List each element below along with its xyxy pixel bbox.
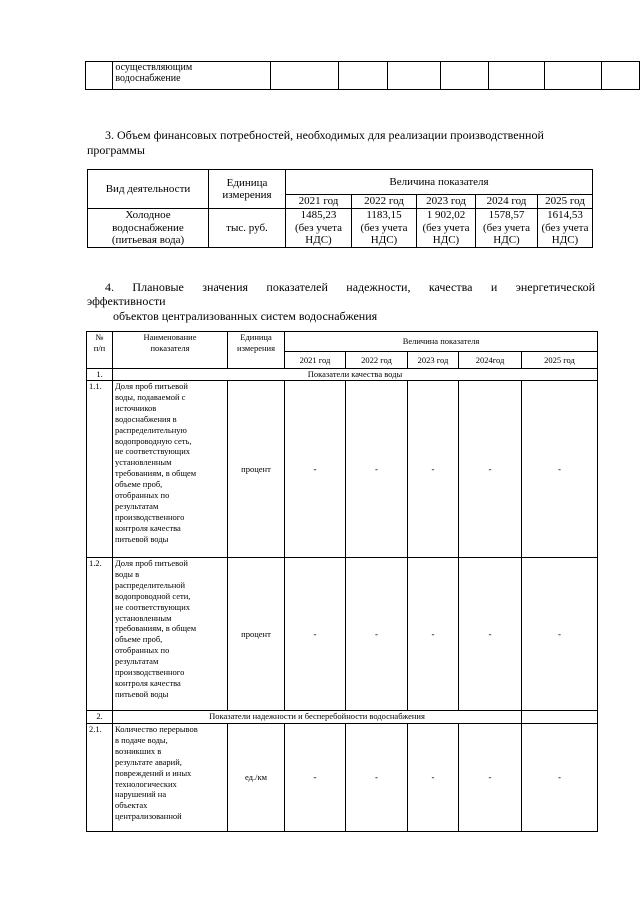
section4-title-line1: 4. Плановые значения показателей надежности, качества и энергетической — [105, 280, 595, 294]
value-cell: - — [408, 558, 459, 711]
value-note-line2: НДС) — [493, 234, 520, 246]
empty-cell — [601, 62, 639, 90]
value-cell: - — [346, 381, 408, 558]
fragment-text-line2: водоснабжение — [115, 73, 181, 84]
value-note-line1: (без учета — [422, 221, 470, 234]
table-cell — [113, 62, 271, 90]
value-note-line2: НДС) — [305, 234, 332, 246]
header-num — [87, 332, 113, 369]
value-cell: - — [459, 381, 522, 558]
empty-cell — [522, 711, 598, 724]
section3-title-line1: 3. Объем финансовых потребностей, необходимых для реализации производственной — [105, 128, 544, 142]
empty-cell — [388, 62, 441, 90]
section4-title-line3: объектов централизованных систем водоснабжения — [113, 309, 378, 323]
value-amount: 1 902,02 — [426, 209, 466, 221]
header-name — [113, 332, 228, 369]
year-2025: 2025 год — [538, 195, 593, 209]
value-2024 — [476, 209, 538, 248]
value-2022 — [352, 209, 417, 248]
value-amount: 1578,57 — [488, 209, 525, 221]
value-cell: - — [408, 724, 459, 832]
header-value: Величина показателя — [285, 332, 598, 352]
indicator-name: Количество перерывов в подаче воды, возникших в результате аварий, повреждений и иных технологических нарушений на объектах централизованной — [113, 724, 228, 832]
value-2021 — [286, 209, 352, 248]
value-note-line2: НДС) — [370, 234, 398, 246]
group-num: 1. — [87, 369, 113, 381]
empty-cell — [339, 62, 388, 90]
header-num-line2: п/п — [93, 342, 106, 353]
value-cell: - — [522, 724, 598, 832]
financial-needs-table — [87, 169, 593, 248]
section4-title-line2: эффективности — [87, 294, 166, 308]
row-num: 2.1. — [87, 724, 113, 832]
value-note-line1: (без учета — [295, 221, 342, 234]
year-2022: 2022 год — [346, 352, 408, 369]
year-2021: 2021 год — [286, 195, 352, 209]
value-amount: 1183,15 — [366, 209, 402, 221]
empty-cell — [440, 62, 488, 90]
value-2023 — [417, 209, 476, 248]
value-cell: - — [285, 381, 346, 558]
value-note-line2: НДС) — [432, 234, 460, 246]
year-2021: 2021 год — [285, 352, 346, 369]
unit-cell: процент — [228, 381, 285, 558]
year-2024: 2024год — [459, 352, 522, 369]
header-name-line1: Наименование — [143, 332, 197, 342]
value-cell: - — [459, 558, 522, 711]
group-title: Показатели качества воды — [113, 369, 598, 381]
indicator-name: Доля проб питьевой воды, подаваемой с источников водоснабжения в распределительную водопроводную сеть, не соответствующих установленным требованиям, в общем объеме проб, отобранных по результатам производственного контроля качества питьевой воды — [113, 381, 228, 558]
unit-cell: процент — [228, 558, 285, 711]
activity-cell — [88, 209, 209, 248]
value-amount: 1614,53 — [547, 209, 583, 221]
header-unit-line1: Единица — [226, 176, 268, 189]
value-cell: - — [346, 558, 408, 711]
header-unit-line2: измерения — [237, 342, 275, 353]
header-activity: Вид деятельности — [88, 170, 209, 209]
group-title: Показатели надежности и бесперебойности водоснабжения — [113, 711, 522, 724]
indicator-name: Доля проб питьевой воды в распределительной водопроводной сети, не соответствующих установленным требованиям, в общем объеме проб, отобранных по результатам производственного контроля качества питьевой воды — [113, 558, 228, 711]
header-num-line1: № — [95, 332, 104, 342]
empty-cell — [545, 62, 602, 90]
empty-cell — [488, 62, 545, 90]
value-cell: - — [285, 724, 346, 832]
continued-table-fragment — [85, 61, 640, 90]
year-2023: 2023 год — [408, 352, 459, 369]
header-unit-line1: Единица — [240, 332, 272, 342]
group-num: 2. — [87, 711, 113, 724]
activity-line2: водоснабжение — [112, 221, 184, 234]
value-note-line2: НДС) — [551, 234, 579, 246]
row-num: 1.1. — [87, 381, 113, 558]
unit-cell: ед./км — [228, 724, 285, 832]
year-2022: 2022 год — [352, 195, 417, 209]
fragment-text-line1: осуществляющим — [115, 62, 193, 73]
activity-line3: (питьевая вода) — [111, 234, 185, 246]
value-cell: - — [408, 381, 459, 558]
empty-cell — [86, 62, 113, 90]
value-amount: 1485,23 — [300, 209, 337, 221]
section3-title-line2: программы — [87, 143, 145, 157]
value-2025 — [538, 209, 593, 248]
year-2024: 2024 год — [476, 195, 538, 209]
value-note-line1: (без учета — [483, 221, 530, 234]
year-2023: 2023 год — [417, 195, 476, 209]
value-note-line1: (без учета — [360, 221, 408, 234]
header-unit — [209, 170, 286, 209]
header-name-line2: показателя — [150, 342, 190, 353]
value-cell: - — [522, 381, 598, 558]
row-num: 1.2. — [87, 558, 113, 711]
value-cell: - — [522, 558, 598, 711]
header-value: Величина показателя — [286, 170, 593, 195]
indicators-table — [86, 331, 598, 832]
header-unit — [228, 332, 285, 369]
value-note-line1: (без учета — [541, 221, 589, 234]
empty-cell — [271, 62, 339, 90]
activity-line1: Холодное — [125, 209, 171, 221]
value-cell: - — [346, 724, 408, 832]
value-cell: - — [285, 558, 346, 711]
header-unit-line2: измерения — [222, 189, 272, 201]
year-2025: 2025 год — [522, 352, 598, 369]
value-cell: - — [459, 724, 522, 832]
unit-cell: тыс. руб. — [209, 209, 286, 248]
